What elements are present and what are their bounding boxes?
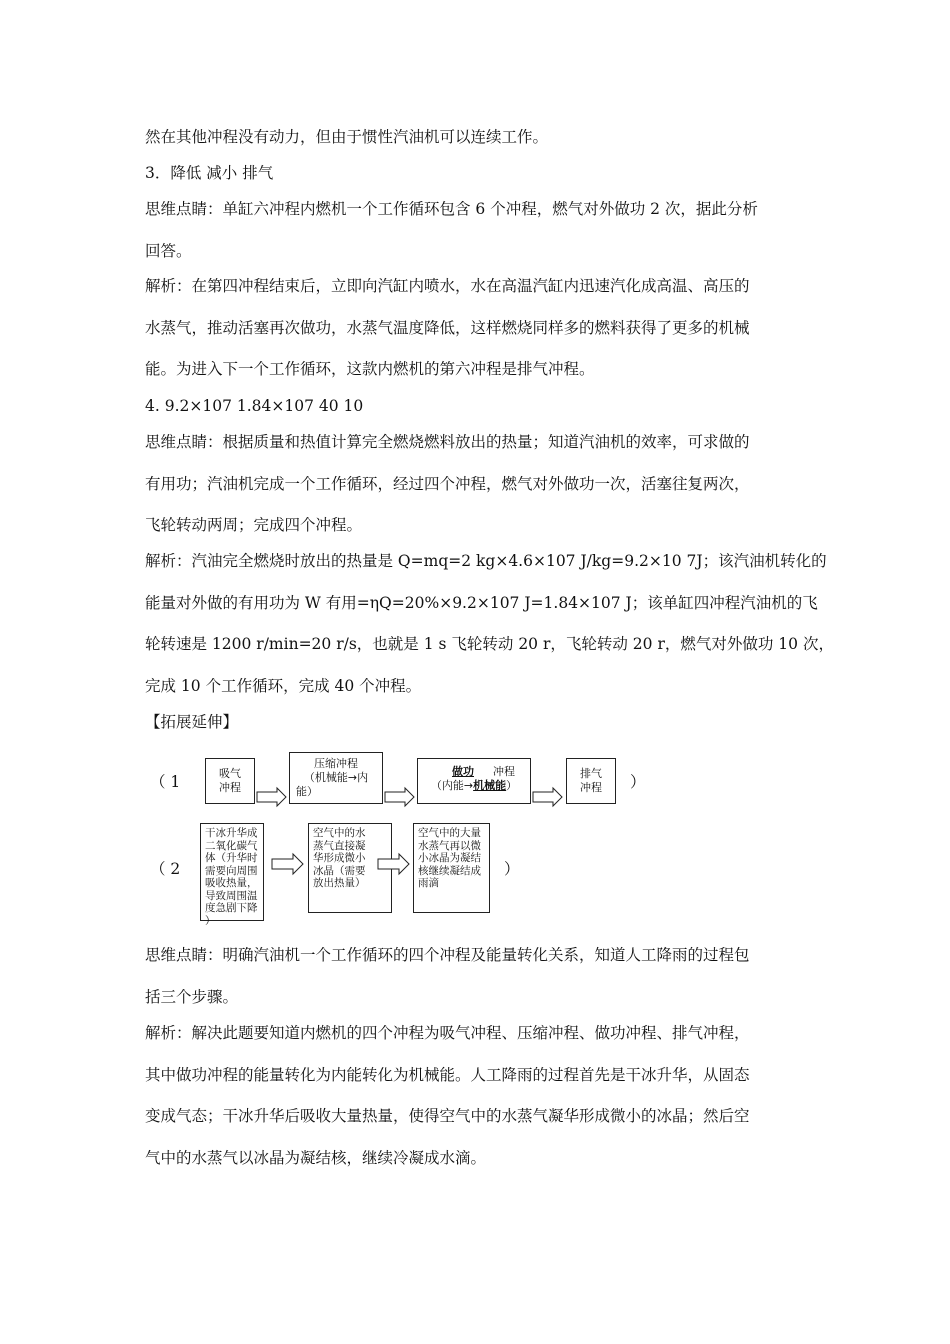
text-line: 然在其他冲程没有动力，但由于惯性汽油机可以连续工作。 <box>145 128 549 146</box>
box-line: 核继续凝结成 <box>418 864 481 877</box>
answer-3: 3．降低 减小 排气 <box>145 164 274 182</box>
box-line: 吸收热量， <box>205 877 258 889</box>
text-line: 思维点睛：根据质量和热值计算完全燃烧燃料放出的热量；知道汽油机的效率，可求做的 <box>145 433 750 451</box>
arrow-right-icon <box>385 788 415 806</box>
rain-formation-box <box>413 823 490 913</box>
box-line: ） <box>205 914 216 927</box>
compression-stroke-box <box>289 752 383 804</box>
fill-blank: 机械能 <box>473 779 507 792</box>
text-line: 思维点睛：单缸六冲程内燃机一个工作循环包含 6 个冲程，燃气对外做功 2 次，据此分析 <box>145 200 758 218</box>
exhaust-stroke-box <box>566 758 616 804</box>
box-line: 二氧化碳气 <box>205 839 258 852</box>
text-line: 水蒸气，推动活塞再次做功，水蒸气温度降低，这样燃烧同样多的燃料获得了更多的机械 <box>145 319 750 337</box>
diagram-1-open: （ 1 <box>150 773 181 791</box>
box-line: 体（升华时 <box>205 852 258 864</box>
fill-blank: 做功 <box>452 765 474 778</box>
dry-ice-sublimation-box <box>200 823 264 927</box>
box-text: ） <box>506 779 518 792</box>
text-line: 能量对外做的有用功为 W 有用=ηQ=20%×9.2×107 J=1.84×107 J；该单缸四冲程汽油机的飞 <box>145 594 818 612</box>
box-line: 华形成微小 <box>313 852 366 864</box>
box-line: 导致周围温 <box>205 889 258 902</box>
box-line: 度急剧下降 <box>205 902 258 914</box>
box-line: 需要向周围 <box>205 864 258 877</box>
box-line: 压缩冲程 <box>314 757 358 770</box>
section-heading: 【拓展延伸】 <box>145 713 239 731</box>
diagram-2-close: ） <box>504 860 520 878</box>
text-line: 有用功；汽油机完成一个工作循环，经过四个冲程，燃气对外做功一次，活塞往复两次， <box>145 475 750 493</box>
box-line: （机械能→内 <box>303 771 369 784</box>
box-line: 吸气 <box>219 767 241 780</box>
arrow-right-icon <box>533 788 563 806</box>
text-line: 解析：在第四冲程结束后，立即向汽缸内喷水，水在高温汽缸内迅速汽化成高温、高压的 <box>145 277 750 295</box>
text-line: 解析：解决此题要知道内燃机的四个冲程为吸气冲程、压缩冲程、做功冲程、排气冲程， <box>145 1024 750 1042</box>
box-line: 放出热量） <box>313 877 366 889</box>
box-line: 空气中的大量 <box>418 827 481 839</box>
answer-4: 4. 9.2×107 1.84×107 40 10 <box>145 397 364 415</box>
text-line: 解析：汽油完全燃烧时放出的热量是 Q=mq=2 kg×4.6×107 J/kg=9.2×10 7J；该汽油机转化的 <box>145 552 827 570</box>
text-line: 能。为进入下一个工作循环，这款内燃机的第六冲程是排气冲程。 <box>145 360 595 378</box>
box-line: 能） <box>296 785 318 798</box>
power-stroke-title <box>418 765 530 779</box>
text-line: 括三个步骤。 <box>145 988 239 1006</box>
text-line: 轮转速是 1200 r/min=20 r/s，也就是 1 s 飞轮转动 20 r，飞轮转动 20 r，燃气对外做功 10 次， <box>145 635 834 653</box>
power-stroke-energy <box>418 779 530 793</box>
box-text: 冲程 <box>493 765 515 778</box>
diagram-2-open: （ 2 <box>150 860 181 878</box>
box-line: 冲程 <box>219 781 241 794</box>
text-line: 回答。 <box>145 242 192 260</box>
text-line: 飞轮转动两周；完成四个冲程。 <box>145 516 363 534</box>
text-line: 思维点睛：明确汽油机一个工作循环的四个冲程及能量转化关系，知道人工降雨的过程包 <box>145 946 750 964</box>
box-line: 蒸气直接凝 <box>313 839 366 852</box>
diagram-1-close: ） <box>630 773 646 791</box>
box-line: 冲程 <box>580 781 602 794</box>
box-line: 空气中的水 <box>313 827 366 839</box>
intake-stroke-box <box>205 758 255 804</box>
box-line: 小冰晶为凝结 <box>418 852 481 864</box>
box-line: 排气 <box>580 767 602 780</box>
text-line: 其中做功冲程的能量转化为内能转化为机械能。人工降雨的过程首先是干冰升华，从固态 <box>145 1066 750 1084</box>
power-stroke-box <box>417 758 531 804</box>
text-line: 完成 10 个工作循环，完成 40 个冲程。 <box>145 677 422 695</box>
arrow-right-icon <box>257 788 287 806</box>
box-line: 干冰升华成 <box>205 827 258 839</box>
text-line: 气中的水蒸气以冰晶为凝结核，继续冷凝成水滴。 <box>145 1149 487 1167</box>
box-text: （内能→ <box>430 779 474 792</box>
arrow-right-icon <box>378 854 410 874</box>
box-line: 冰晶（需要 <box>313 864 366 877</box>
box-line: 雨滴 <box>418 877 439 889</box>
arrow-right-icon <box>272 854 304 874</box>
text-line: 变成气态；干冰升华后吸收大量热量，使得空气中的水蒸气凝华形成微小的冰晶；然后空 <box>145 1107 750 1125</box>
box-line: 水蒸气再以微 <box>418 839 481 852</box>
